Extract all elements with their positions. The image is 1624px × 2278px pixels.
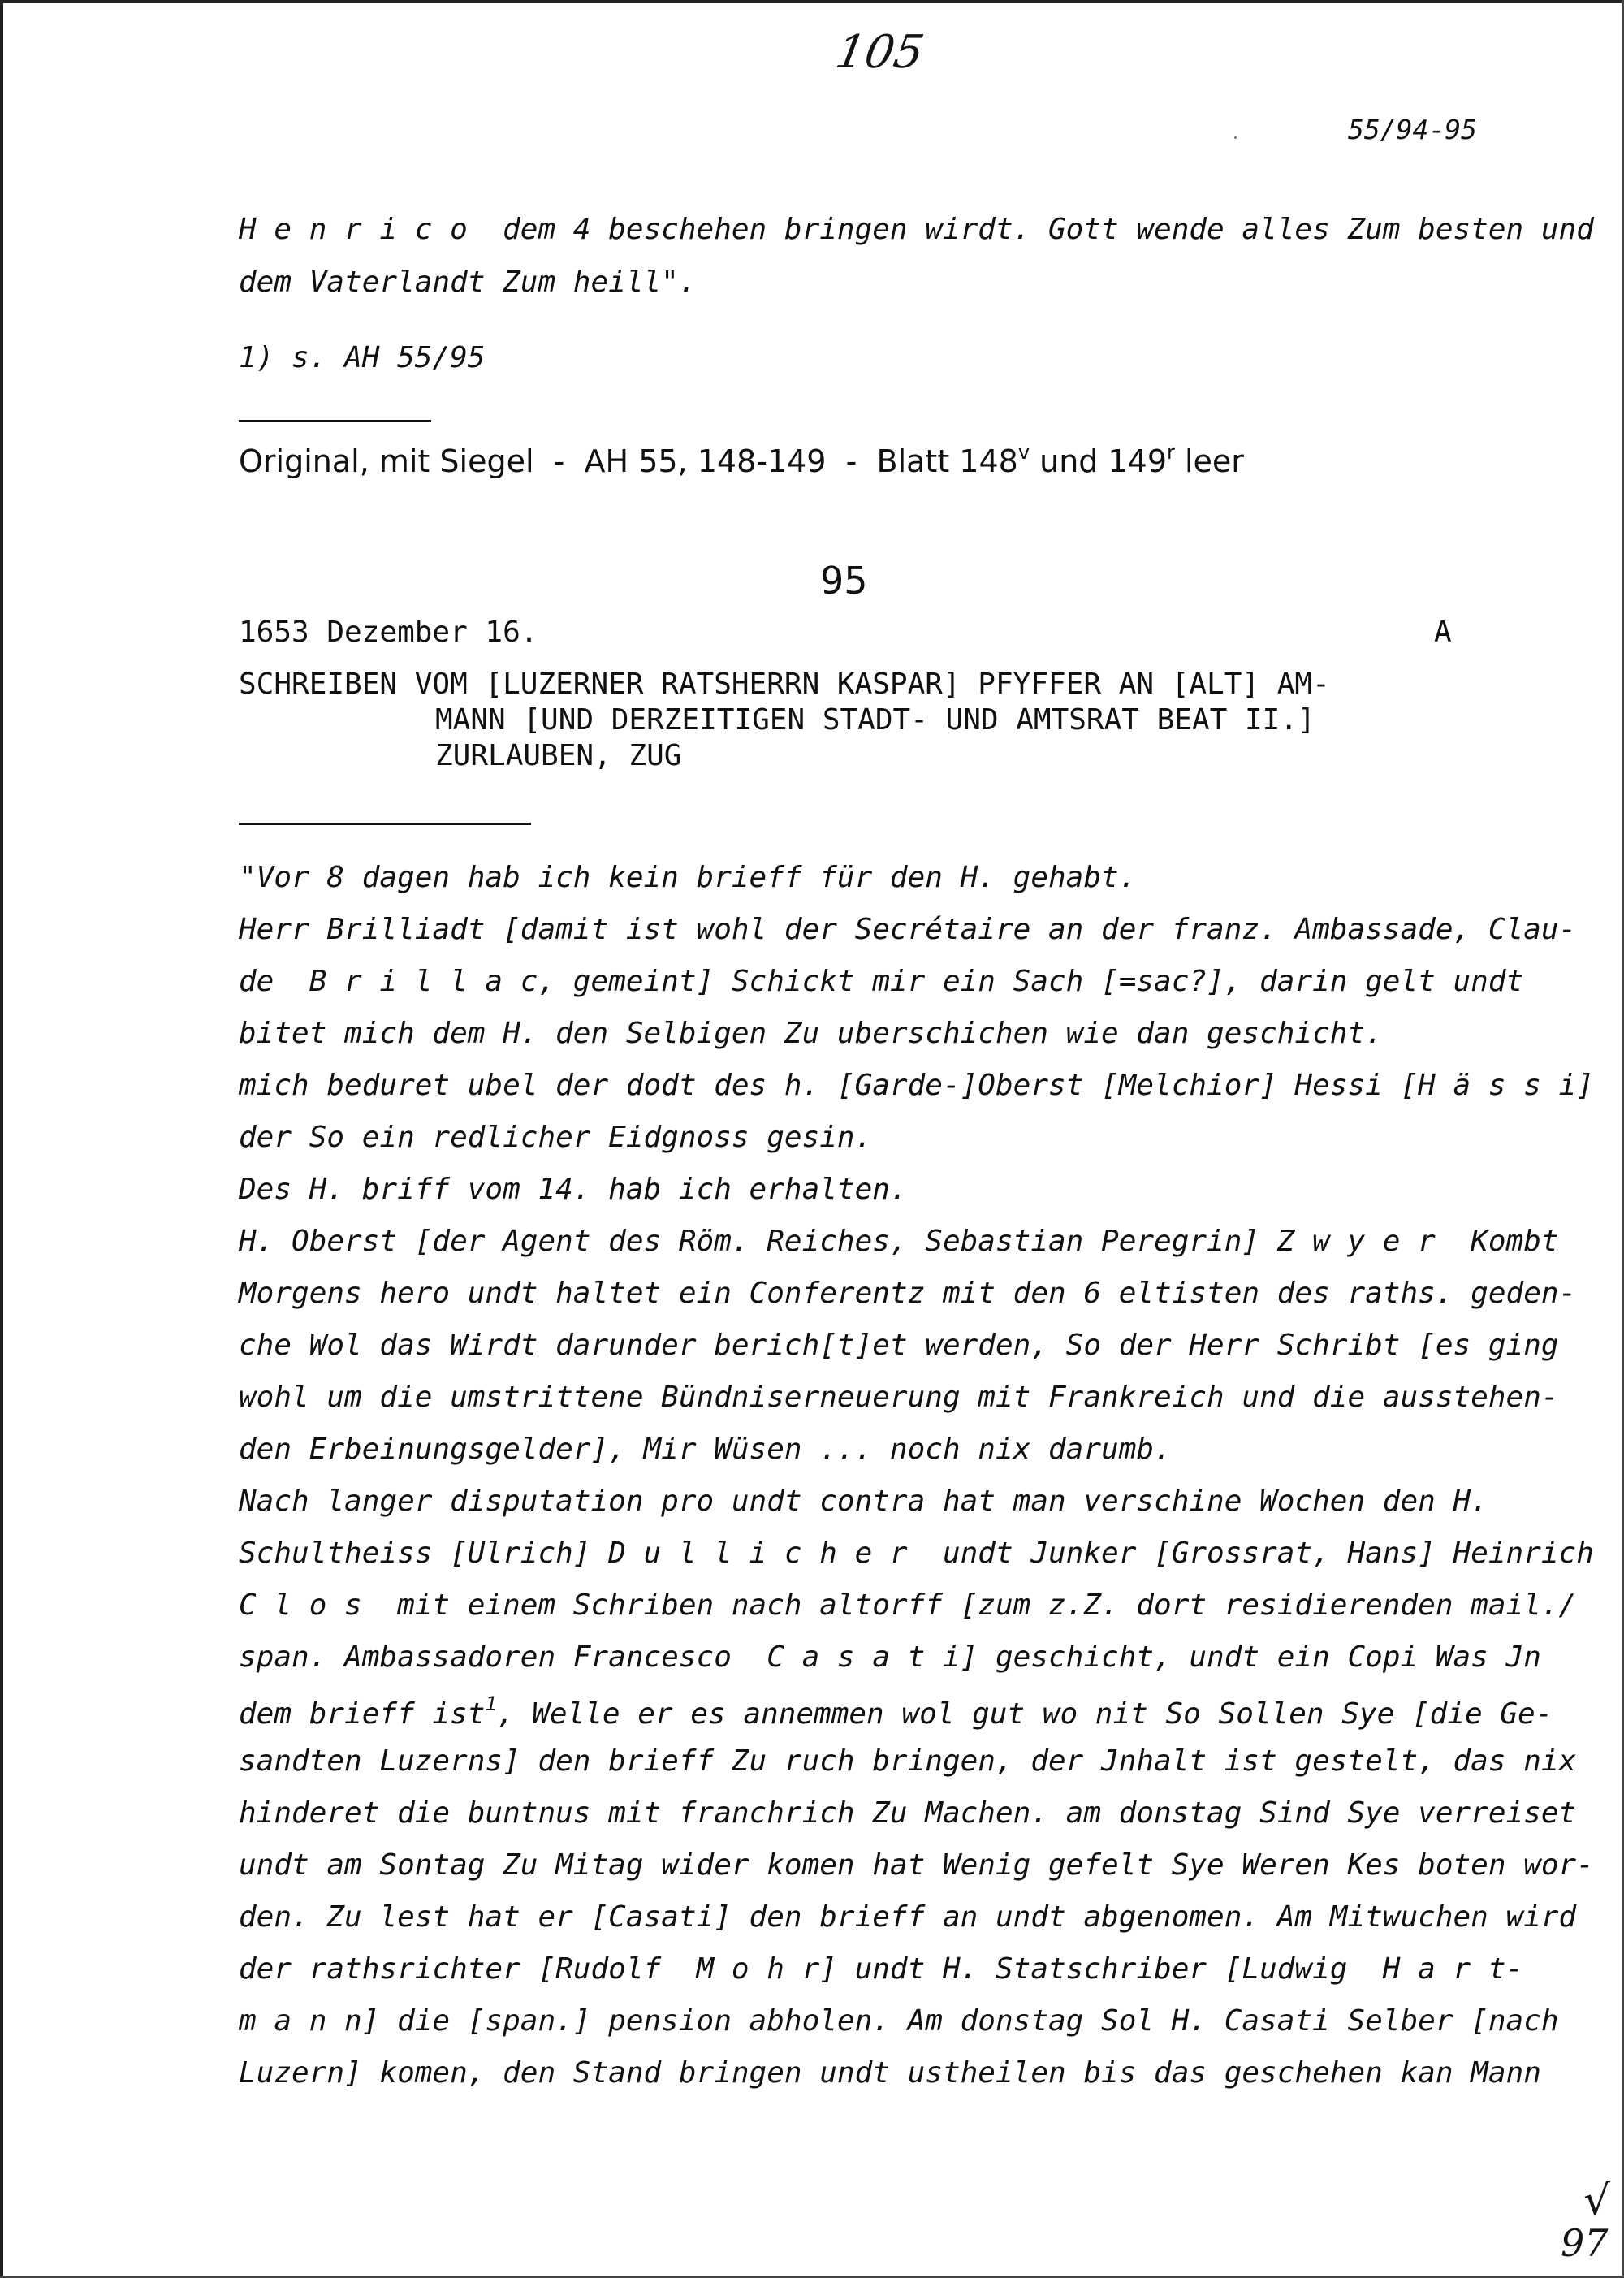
document-title-line-2: MANN [UND DERZEITIGEN STADT- UND AMTSRAT BEAT II.] <box>435 703 1315 737</box>
letter-line: Des H. briff vom 14. hab ich erhalten. <box>239 1173 908 1206</box>
footnote: 1) s. AH 55/95 <box>239 341 486 374</box>
letter-line: Luzern] komen, den Stand bringen undt ustheilen bis das geschehen kan Mann <box>239 2056 1541 2090</box>
letter-line: "Vor 8 dagen hab ich kein brieff für den H. gehabt. <box>239 861 1137 894</box>
letter-line: Nach langer disputation pro undt contra hat man verschine Wochen den H. <box>239 1485 1488 1518</box>
document-date: 1653 Dezember 16. <box>239 616 538 649</box>
footnote-marker: 1 <box>485 1692 497 1715</box>
source-note-part1: Original, mit Siegel - AH 55, 148-149 - Blatt 148 <box>239 443 1018 479</box>
handwritten-page-number: 105 <box>831 26 928 79</box>
letter-line-with-footnote <box>239 1692 1553 1731</box>
letter-line: mich beduret ubel der dodt des h. [Garde-]Oberst [Melchior] Hessi [H ä s s i] <box>239 1069 1594 1102</box>
letter-line: bitet mich dem H. den Selbigen Zu uberschichen wie dan geschicht. <box>239 1017 1383 1050</box>
source-note <box>239 441 1244 479</box>
letter-line: che Wol das Wirdt darunder berich[t]et werden, So der Herr Schribt [es ging <box>239 1329 1559 1362</box>
letter-line: der So ein redlicher Eidgnoss gesin. <box>239 1121 873 1154</box>
handwritten-check-mark: √ <box>1583 2176 1611 2225</box>
letter-line: H. Oberst [der Agent des Röm. Reiches, Sebastian Peregrin] Z w y e r Kombt <box>239 1225 1559 1258</box>
document-title-line-1: SCHREIBEN VOM [LUZERNER RATSHERRN KASPAR] PFYFFER AN [ALT] AM- <box>239 668 1330 701</box>
letter-line: Schultheiss [Ulrich] D u l l i c h e r undt Junker [Grossrat, Hans] Heinrich <box>239 1537 1594 1570</box>
source-note-sup2: r <box>1167 441 1175 464</box>
speck <box>1234 136 1237 139</box>
letter-line: wohl um die umstrittene Bündniserneuerung mit Frankreich und die ausstehen- <box>239 1381 1559 1414</box>
letter-line: den Erbeinungsgelder], Mir Wüsen ... noch nix darumb. <box>239 1433 1172 1466</box>
scan-border-left <box>0 0 3 2278</box>
document-marker: A <box>1434 616 1452 649</box>
letter-line: Morgens hero undt haltet ein Conferentz mit den 6 eltisten des raths. geden- <box>239 1277 1577 1310</box>
letter-line: sandten Luzerns] den brieff Zu ruch bringen, der Jnhalt ist gestelt, das nix <box>239 1744 1577 1778</box>
letter-line: m a n n] die [span.] pension abholen. Am donstag Sol H. Casati Selber [nach <box>239 2004 1559 2038</box>
continuation-line-1: H e n r i c o dem 4 beschehen bringen wirdt. Gott wende alles Zum besten und <box>239 213 1594 246</box>
reference-number: 55/94-95 <box>1348 114 1477 145</box>
source-note-part3: leer <box>1174 443 1244 479</box>
document-number: 95 <box>820 559 868 603</box>
letter-line: span. Ambassadoren Francesco C a s a t i] geschicht, undt ein Copi Was Jn <box>239 1640 1541 1674</box>
title-rule <box>239 823 531 825</box>
scan-border-top <box>0 0 1624 3</box>
source-note-part2: und 149 <box>1030 443 1168 479</box>
handwritten-margin-number: 97 <box>1561 2221 1609 2265</box>
letter-line: undt am Sontag Zu Mitag wider komen hat Wenig gefelt Sye Weren Kes boten wor- <box>239 1848 1594 1882</box>
letter-line: der rathsrichter [Rudolf M o h r] undt H. Statschriber [Ludwig H a r t- <box>239 1952 1524 1986</box>
continuation-line-2: dem Vaterlandt Zum heill". <box>239 266 697 299</box>
document-title-line-3: ZURLAUBEN, ZUG <box>435 739 682 772</box>
letter-line-part: dem brieff ist <box>239 1697 486 1731</box>
footnote-rule <box>239 420 431 422</box>
letter-line: Herr Brilliadt [damit ist wohl der Secrétaire an der franz. Ambassade, Clau- <box>239 913 1577 946</box>
letter-line: de B r i l l a c, gemeint] Schickt mir ein Sach [=sac?], darin gelt undt <box>239 965 1524 998</box>
letter-line: den. Zu lest hat er [Casati] den brieff an undt abgenomen. Am Mitwuchen wird <box>239 1900 1577 1934</box>
letter-line-part: , Welle er es annemmen wol gut wo nit So Sollen Sye [die Ge- <box>496 1697 1553 1731</box>
letter-line: hinderet die buntnus mit franchrich Zu Machen. am donstag Sind Sye verreiset <box>239 1796 1577 1830</box>
source-note-sup1: v <box>1017 441 1030 464</box>
letter-line: C l o s mit einem Schriben nach altorff [zum z.Z. dort residierenden mail./ <box>239 1589 1577 1622</box>
